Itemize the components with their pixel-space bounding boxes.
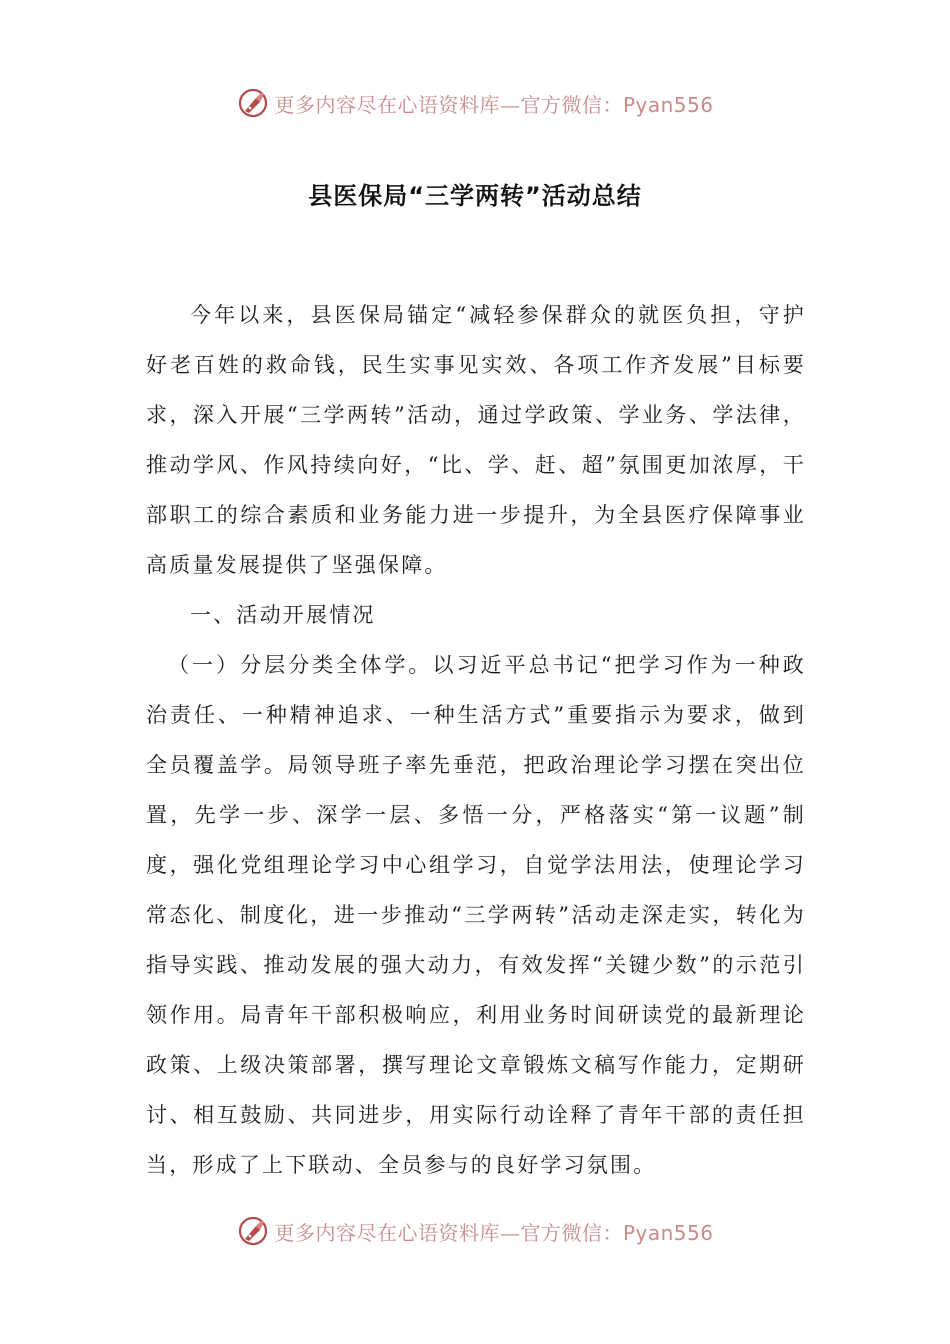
watermark-banner-bottom [0,1211,950,1251]
watermark-trail-text: 官方微信：Pyan556 [520,92,714,117]
document-body [146,290,806,1190]
pen-nib-circle-icon [236,86,270,120]
intro-paragraph: 今年以来，县医保局锚定“减轻参保群众的就医负担，守护好老百姓的救命钱，民生实事见实效、各项工作齐发展”目标要求，深入开展“三学两转”活动，通过学政策、学业务、学法律，推动学风、作风持续向好，“比、学、赶、超”氛围更加浓厚，干部职工的综合素质和业务能力进一步提升，为全县医疗保障事业高质量发展提供了坚强保障。 [146,303,806,577]
subsection-paragraph: （一）分层分类全体学。以习近平总书记“把学习作为一种政治责任、一种精神追求、一种生活方式”重要指示为要求，做到全员覆盖学。局领导班子率先垂范，把政治理论学习摆在突出位置，先学一步、深学一层、多悟一分，严格落实“第一议题”制度，强化党组理论学习中心组学习，自觉学法用法，使理论学习常态化、制度化，进一步推动“三学两转”活动走深走实，转化为指导实践、推动发展的强大动力，有效发挥“关键少数”的示范引领作用。局青年干部积极响应，利用业务时间研读党的最新理论政策、上级决策部署，撰写理论文章锻炼文稿写作能力，定期研讨、相互鼓励、共同进步，用实际行动诠释了青年干部的责任担当，形成了上下联动、全员参与的良好学习氛围。 [146,653,806,1177]
watermark-banner-top [0,83,950,123]
document-title: 县医保局“三学两转”活动总结 [308,182,642,210]
section-heading: 一、活动开展情况 [190,603,376,627]
pen-nib-circle-icon [236,1214,270,1248]
watermark-trail-text: 官方微信：Pyan556 [520,1220,714,1245]
watermark-lead-text: 更多内容尽在心语资料库— [274,1220,521,1245]
watermark-lead-text: 更多内容尽在心语资料库— [274,92,521,117]
